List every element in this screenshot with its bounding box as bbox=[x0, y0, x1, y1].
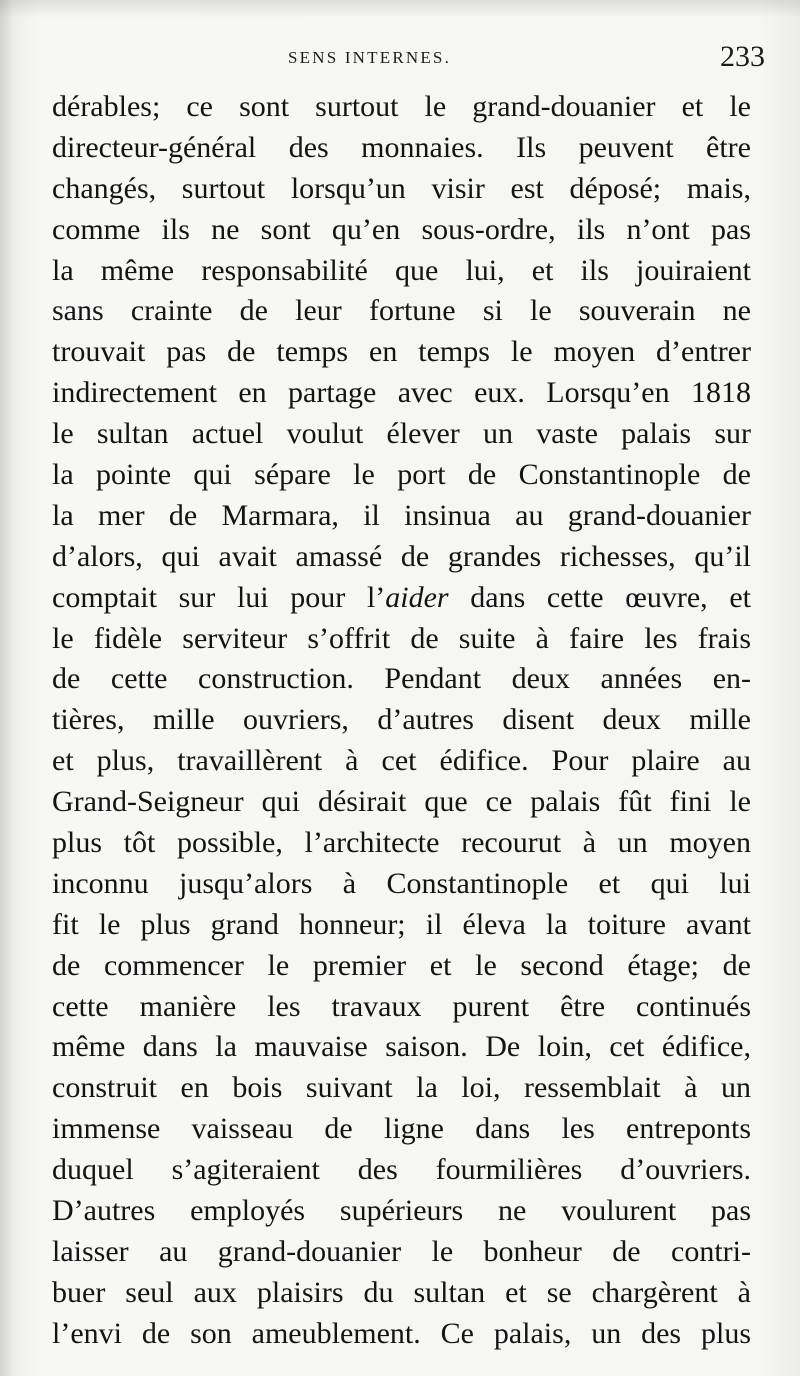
running-head: SENS INTERNES. bbox=[288, 48, 452, 67]
text-line: indirectement en partage avec eux. Lorsqu’en 1818 bbox=[52, 376, 751, 410]
text-line: la mer de Marmara, il insinua au grand-douanier bbox=[52, 498, 751, 532]
scan-shadow-top bbox=[0, 0, 800, 18]
page-header bbox=[50, 40, 765, 84]
text-line: cette manière les travaux purent être continués bbox=[52, 989, 751, 1023]
text-line: D’autres employés supérieurs ne voulurent pas bbox=[52, 1194, 751, 1228]
text-line: tières, mille ouvriers, d’autres disent deux mille bbox=[52, 703, 751, 737]
text-line: de commencer le premier et le second étage; de bbox=[52, 948, 751, 982]
text-line: l’envi de son ameublement. Ce palais, un des plus bbox=[52, 1316, 751, 1350]
text-line: sans crainte de leur fortune si le souverain ne bbox=[52, 294, 751, 328]
text-line: trouvait pas de temps en temps le moyen d’entrer bbox=[52, 335, 751, 369]
text-line: le fidèle serviteur s’offrit de suite à faire les frais bbox=[52, 621, 751, 655]
text-line: inconnu jusqu’alors à Constantinople et qui lui bbox=[52, 866, 751, 900]
italic-word: aider bbox=[385, 580, 449, 614]
text-line: dérables; ce sont surtout le grand-douanier et le bbox=[52, 90, 751, 123]
text-line: immense vaisseau de ligne dans les entreponts bbox=[52, 1112, 751, 1146]
text-line: le sultan actuel voulut élever un vaste palais sur bbox=[52, 417, 751, 451]
text-line: la même responsabilité que lui, et ils jouiraient bbox=[52, 253, 751, 287]
text-line: construit en bois suivant la loi, ressemblait à un bbox=[52, 1071, 751, 1105]
text-line: laisser au grand-douanier le bonheur de contri- bbox=[52, 1234, 751, 1268]
text-line: plus tôt possible, l’architecte recourut à un moyen bbox=[52, 826, 751, 860]
text-line: fit le plus grand honneur; il éleva la toiture avant bbox=[52, 907, 751, 941]
text-line: même dans la mauvaise saison. De loin, cet édifice, bbox=[52, 1030, 751, 1064]
text-line: buer seul aux plaisirs du sultan et se chargèrent à bbox=[52, 1275, 751, 1309]
text-line: changés, surtout lorsqu’un visir est déposé; mais, bbox=[52, 171, 751, 205]
text-line: directeur-général des monnaies. Ils peuvent être bbox=[52, 130, 751, 164]
text-line-with-italic bbox=[52, 578, 751, 619]
text-line: la pointe qui sépare le port de Constantinople de bbox=[52, 458, 751, 492]
text-segment: dans cette œuvre, et bbox=[448, 580, 751, 614]
scan-shadow-left bbox=[0, 0, 14, 1376]
body-text bbox=[52, 87, 751, 1355]
text-segment: comptait sur lui pour l’ bbox=[52, 580, 386, 614]
text-line: duquel s’agiteraient des fourmilières d’ouvriers. bbox=[52, 1153, 751, 1187]
text-line: de cette construction. Pendant deux années en- bbox=[52, 662, 751, 696]
text-line: Grand-Seigneur qui désirait que ce palais fût fini le bbox=[52, 785, 751, 819]
text-line: et plus, travaillèrent à cet édifice. Pour plaire au bbox=[52, 744, 751, 778]
page-number: 233 bbox=[720, 40, 765, 73]
text-line: comme ils ne sont qu’en sous-ordre, ils n’ont pas bbox=[52, 212, 751, 246]
text-line: d’alors, qui avait amassé de grandes richesses, qu’il bbox=[52, 539, 751, 573]
